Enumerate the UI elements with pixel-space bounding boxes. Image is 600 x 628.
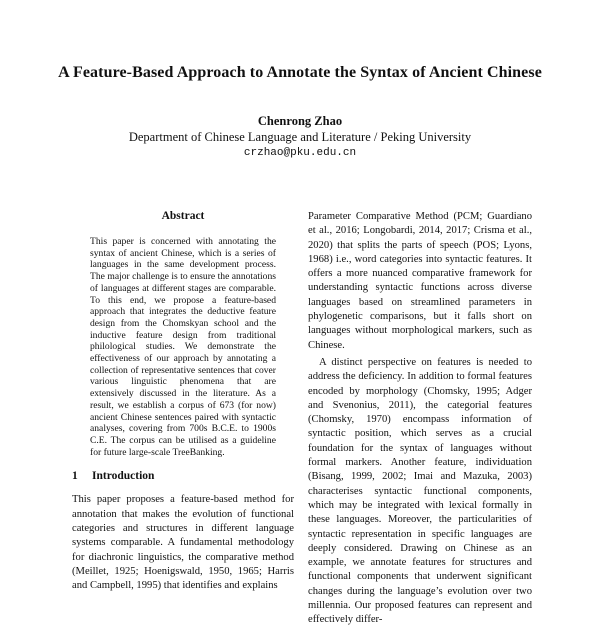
author-email: crzhao@pku.edu.cn	[243, 147, 357, 159]
abstract-text: This paper is concerned with annotating the syntax of ancient Chinese, which is a series of languages in the same development process. The major challenge is to ensure the annotations of languages at different stages are comparable. To this end, we propose a feature-based approach that integrates the deductive feature design from the Chomskyan school and the inductive feature design from traditional philological studies. We demonstrate the effectiveness of our approach by annotating a collection of representative sentences that cover various linguistic phenomena that are extensively discussed in the literature. As a result, we establish a corpus of 673 (for now) ancient Chinese sentences paired with syntactic analyses, covering from 700s B.C.E. to 1900s C.E. The corpus can be utilised as a guideline for future large-scale TreeBanking.	[90, 236, 276, 458]
right-column	[308, 210, 532, 628]
left-column	[72, 210, 294, 593]
section-title: Introduction	[92, 470, 155, 483]
paper-title: A Feature-Based Approach to Annotate the Syntax of Ancient Chinese	[58, 64, 542, 81]
abstract-heading: Abstract	[161, 210, 205, 222]
body-paragraph: A distinct perspective on features is needed to address the deficiency. In addition to formal features encoded by morphology (Chomsky, 1995; Adger and Svenonius, 2011), the categorial features (Chomsky, 1970) encompass information of syntactic position, which serves as a crucial foundation for the syntax of languages without formal markers. Another feature, individuation (Bisang, 1999, 2002; Imai and Mazuka, 2003) characterises syntactic functional components, which may be integrated with lexical formally in these languages. Moreover, the particularities of syntactic representation in specific languages are deeply considered. Drawing on Chinese as an example, we annotate features for structures and functional components that underwent significant changes during the language’s evolution over two millennia. Our proposed features can represent and effectively differ-	[308, 356, 532, 626]
section-number: 1	[72, 470, 78, 483]
section-heading-introduction	[72, 470, 294, 482]
author-name: Chenrong Zhao	[257, 114, 343, 128]
body-paragraph: Parameter Comparative Method (PCM; Guardiano et al., 2016; Longobardi, 2014, 2017; Crisma et al., 2020) that splits the parts of speech (POS; Lyons, 1968) i.e., word categories into syntactic features. It offers a more nuanced comparative framework for understanding syntactic functions across diverse languages based on streamlined parameters in phylogenetic comparisons, but it falls short on languages without morphological markers, such as Chinese.	[308, 211, 532, 351]
introduction-paragraph: This paper proposes a feature-based method for annotation that makes the evolution of functional categories and structures in different language systems comparable. A fundamental methodology for diachronic linguistics, the comparative method (Meillet, 1925; Hoenigswald, 1950, 1965; Harris and Campbell, 1995) that identifies and explains	[72, 494, 294, 592]
author-affiliation: Department of Chinese Language and Literature / Peking University	[128, 130, 472, 144]
